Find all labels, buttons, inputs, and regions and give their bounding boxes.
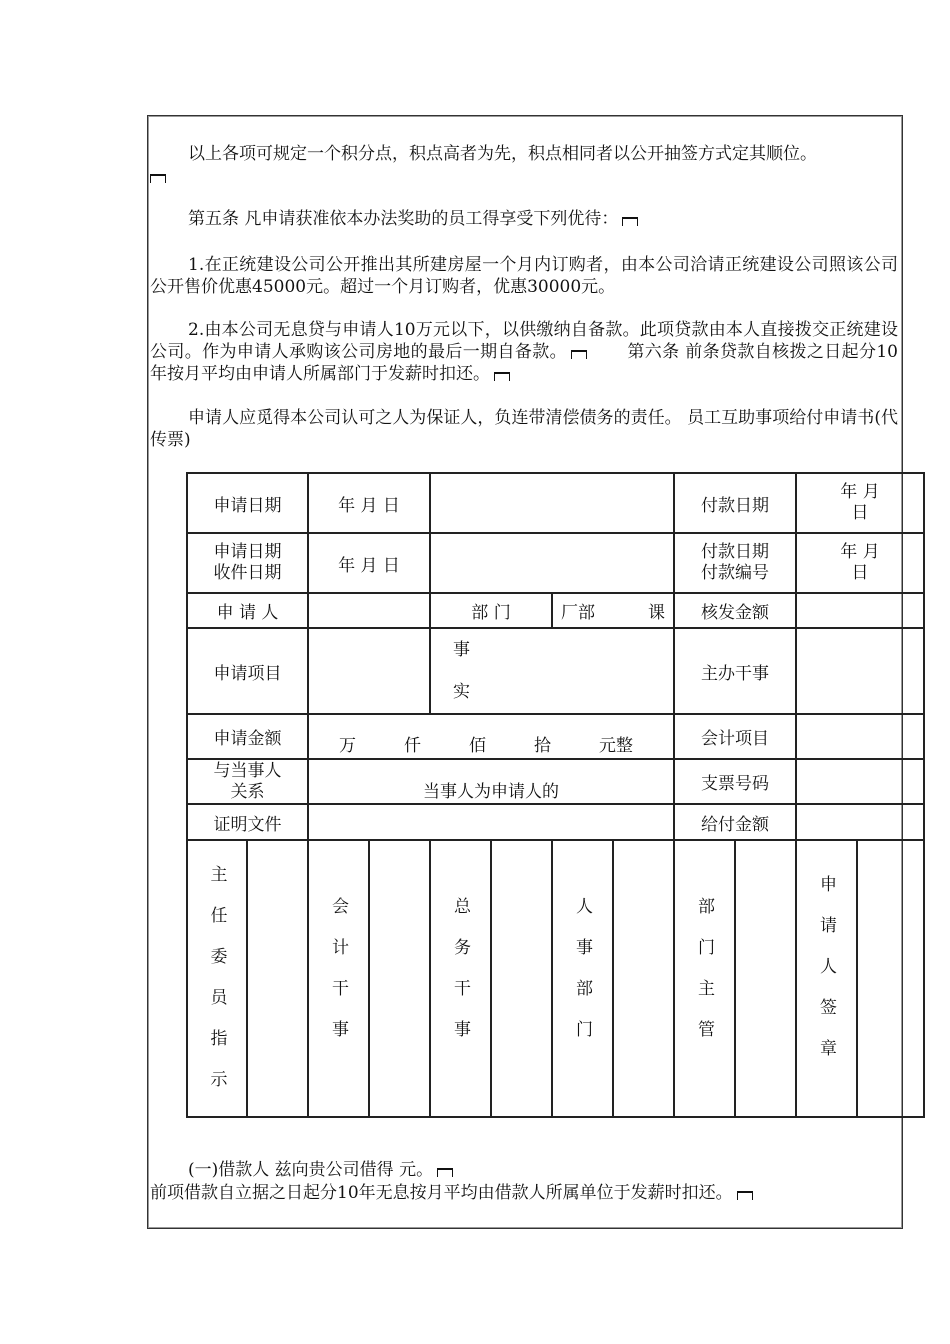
check-number-label: 支票号码 (674, 759, 796, 804)
paragraph-repayment (150, 1182, 898, 1204)
proof-label: 证明文件 (187, 804, 308, 840)
return-mark-icon (437, 1168, 453, 1177)
return-mark-icon (622, 217, 638, 226)
pay-number-ym: 年 月 (840, 542, 880, 562)
apply-date-label: 申请日期 (187, 473, 308, 533)
apply-item-label: 申请项目 (187, 628, 308, 714)
sign-accounting-box[interactable] (369, 840, 430, 1117)
facts-cell[interactable] (430, 628, 674, 714)
paragraph-item-1-text: 1.在正统建设公司公开推出其所建房屋一个月内订购者，由本公司洽请正统建设公司照该公司公开售价优惠45000元。超过一个月订购者，优惠30000元。 (150, 255, 898, 297)
unit-shi: 拾 (534, 736, 551, 756)
pay-date-number-label (674, 533, 796, 593)
apply-date-label-2: 申请日期 (213, 542, 282, 562)
form-row-apply-date (187, 473, 924, 533)
pay-number-label: 付款编号 (701, 563, 769, 583)
apply-receive-label (187, 533, 308, 593)
sign-hr-box[interactable] (613, 840, 674, 1117)
return-mark-icon (150, 174, 166, 183)
apply-item-value[interactable] (308, 628, 430, 714)
form-row-receive-date (187, 533, 924, 593)
paragraph-repayment-text: 前项借款自立据之日起分10年无息按月平均由借款人所属单位于发薪时扣还。 (150, 1183, 733, 1203)
pay-date-label-2: 付款日期 (701, 542, 769, 562)
apply-date-value[interactable]: 年 月 日 (308, 473, 430, 533)
section-label: 课 (648, 603, 665, 623)
relation-label-2: 关系 (230, 781, 265, 802)
form-row-signatures (187, 840, 924, 1117)
department-label: 部 门 (430, 593, 552, 628)
applicant-label: 申 请 人 (187, 593, 308, 628)
apply-amount-label: 申请金额 (187, 714, 308, 759)
sign-hr-label (552, 840, 613, 1117)
approve-amount-value[interactable] (796, 593, 924, 628)
apply-amount-value[interactable] (308, 714, 674, 759)
account-item-label: 会计项目 (674, 714, 796, 759)
sign-applicant-text: 申请人签章 (816, 875, 836, 1080)
sign-applicant-box[interactable] (857, 840, 924, 1117)
apply-date-blank[interactable] (430, 473, 674, 533)
sign-general-affairs-text: 总务干事 (450, 897, 470, 1061)
paragraph-item-2 (150, 319, 898, 385)
unit-yuan: 元整 (599, 736, 633, 756)
factory-label: 厂部 (561, 603, 595, 623)
pay-number-value[interactable] (796, 533, 924, 593)
sign-director-label (187, 840, 247, 1117)
sign-dept-head-text: 部门主管 (694, 897, 714, 1061)
facts-label-2: 实 (453, 682, 470, 702)
paragraph-scoring-text: 以上各项可规定一个积分点，积点高者为先，积点相同者以公开抽签方式定其顺位。 (188, 144, 817, 164)
pay-date-value[interactable] (796, 473, 924, 533)
paragraph-borrower-text: (一)借款人 兹向贵公司借得 元。 (188, 1160, 434, 1180)
relation-value[interactable]: 当事人为申请人的 (308, 759, 674, 804)
amount-units (309, 731, 673, 756)
paragraph-scoring (150, 143, 898, 187)
form-row-applicant (187, 593, 924, 628)
receive-date-value[interactable]: 年 月 日 (308, 533, 430, 593)
unit-qian: 仟 (404, 736, 421, 756)
sign-accounting-label (308, 840, 369, 1117)
account-item-value[interactable] (796, 714, 924, 759)
sign-general-affairs-label (430, 840, 491, 1117)
return-mark-icon (571, 350, 587, 359)
paragraph-guarantor-text: 申请人应觅得本公司认可之人为保证人，负连带清偿债务的责任。 员工互助事项给付申请书(代传票) (150, 408, 898, 450)
sign-dept-head-label (674, 840, 735, 1117)
paragraph-item-1 (150, 254, 898, 298)
sign-director-box[interactable] (247, 840, 308, 1117)
sign-director-text: 主任委员指示 (206, 865, 227, 1111)
pay-number-day: 日 (851, 563, 869, 583)
sign-general-affairs-box[interactable] (491, 840, 552, 1117)
unit-bai: 佰 (469, 736, 486, 756)
receive-date-label: 收件日期 (213, 563, 282, 583)
pay-date-ym: 年 月 (840, 482, 880, 502)
form-row-apply-item (187, 628, 924, 714)
pay-date-day: 日 (851, 503, 869, 523)
paragraph-article-5 (150, 208, 898, 230)
form-row-relation (187, 759, 924, 804)
approve-amount-label: 核发金额 (674, 593, 796, 628)
paragraph-article-5-text: 第五条 凡申请获准依本办法奖助的员工得享受下列优待： (188, 209, 619, 229)
applicant-value[interactable] (308, 593, 430, 628)
application-form-table (186, 472, 925, 1118)
receive-date-blank[interactable] (430, 533, 674, 593)
organizer-label: 主办干事 (674, 628, 796, 714)
paragraph-article-6-text: 第六条 前条贷款自核拨之日起分10年按月平均由申请人所属部门于发薪时扣还。 (150, 342, 899, 384)
sign-hr-text: 人事部门 (572, 897, 592, 1061)
form-row-proof (187, 804, 924, 840)
check-number-value[interactable] (796, 759, 924, 804)
relation-label (187, 759, 308, 804)
paragraph-guarantor (150, 407, 898, 451)
paragraph-borrower (150, 1159, 898, 1181)
sign-applicant-label (796, 840, 857, 1117)
form-row-apply-amount (187, 714, 924, 759)
pay-amount-value[interactable] (796, 804, 924, 840)
factory-section-cell[interactable] (552, 593, 674, 628)
relation-label-1: 与当事人 (213, 760, 282, 781)
paragraph-item-2-text: 2.由本公司无息贷与申请人10万元以下，以供缴纳自备款。此项贷款由本人直接拨交正统建设公司。作为申请人承购该公司房地的最后一期自备款。 (150, 320, 898, 362)
proof-value[interactable] (308, 804, 674, 840)
return-mark-icon (494, 372, 510, 381)
facts-label-1: 事 (453, 640, 470, 660)
pay-amount-label: 给付金额 (674, 804, 796, 840)
organizer-value[interactable] (796, 628, 924, 714)
pay-date-label: 付款日期 (674, 473, 796, 533)
sign-accounting-text: 会计干事 (328, 897, 348, 1061)
unit-wan: 万 (339, 736, 356, 756)
sign-dept-head-box[interactable] (735, 840, 796, 1117)
return-mark-icon (737, 1191, 753, 1200)
